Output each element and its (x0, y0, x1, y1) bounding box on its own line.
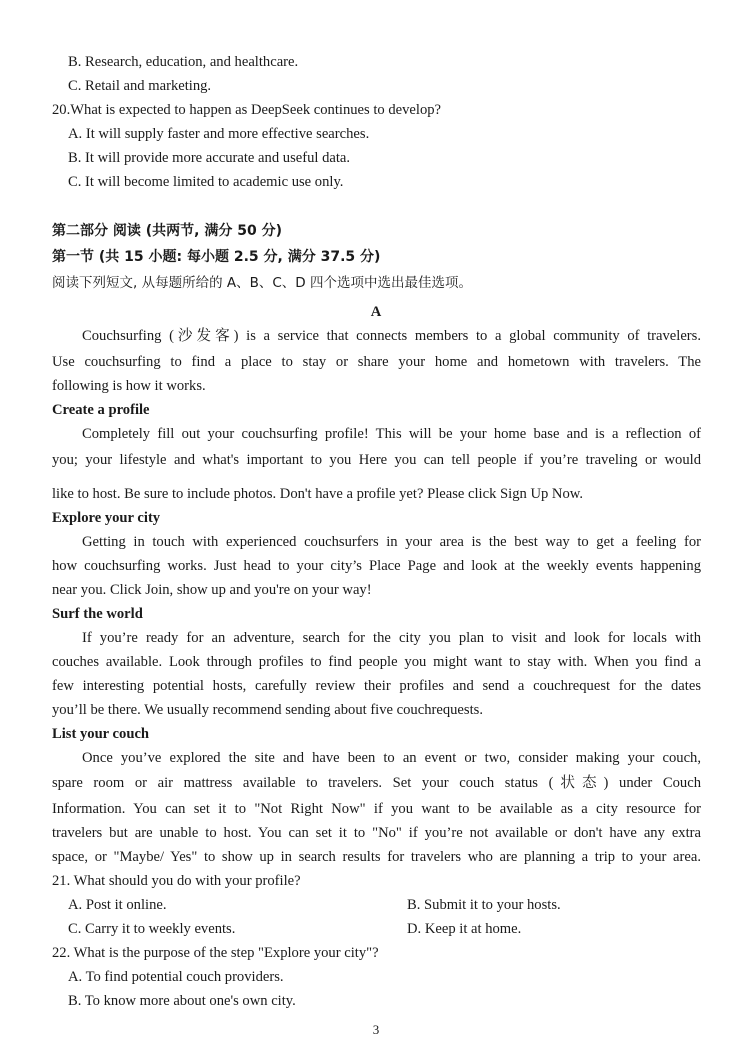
explore-city-line-1: Getting in touch with experienced couchsurfers in your area is the best way to get a feeling for (82, 534, 701, 550)
explore-city-line-2: how couchsurfing works. Just head to your city’s Place Page and look at the weekly events happening (52, 558, 701, 574)
list-couch-line-4: travelers but are unable to host. You can set it to "No" if you’re not available or don't have any extra (52, 825, 701, 841)
option-21b: B. Submit it to your hosts. (407, 897, 561, 913)
create-profile-line-3: like to host. Be sure to include photos. Don't have a profile yet? Please click Sign Up Now. (52, 486, 584, 502)
heading-surf-world: Surf the world (52, 606, 143, 622)
surf-world-line-2: couches available. Look through profiles to find people you might want to stay with. When you find a (52, 654, 701, 670)
list-couch-line-5: space, or "Maybe/ Yes" to show up in search results for travelers who are planning a trip to your area. (52, 849, 701, 865)
option-20a: A. It will supply faster and more effective searches. (68, 126, 370, 142)
heading-explore-city: Explore your city (52, 510, 161, 526)
surf-world-line-3: few interesting potential hosts, carefully review their profiles and send a couchrequest for the dates (52, 678, 701, 694)
heading-create-profile: Create a profile (52, 402, 150, 418)
option-20b: B. It will provide more accurate and useful data. (68, 150, 351, 166)
surf-world-line-4: you’ll be there. We usually recommend sending about five couchrequests. (52, 702, 483, 718)
option-21d: D. Keep it at home. (407, 921, 522, 937)
list-couch-line-3: Information. You can set it to "Not Right Now" if you want to be available as a city resource for (52, 801, 701, 817)
create-profile-line-2: you; your lifestyle and what's important to you Here you can tell people if you’re traveling or would (52, 452, 701, 468)
passage-label: A (370, 304, 382, 320)
create-profile-line-1: Completely fill out your couchsurfing profile! This will be your home base and is a reflection of (82, 426, 701, 442)
question-21: 21. What should you do with your profile? (52, 873, 301, 889)
option-19b: B. Research, education, and healthcare. (68, 54, 299, 70)
question-20: 20.What is expected to happen as DeepSeek continues to develop? (52, 102, 442, 118)
option-22b: B. To know more about one's own city. (68, 993, 296, 1009)
option-20c: C. It will become limited to academic use only. (68, 174, 344, 190)
intro-line-1: Couchsurfing (沙发客) is a service that connects members to a global community of travelers. (82, 328, 701, 344)
option-21a: A. Post it online. (68, 897, 167, 913)
part2-header: 第二部分 阅读 (共两节, 满分 50 分) (52, 223, 282, 239)
page-number: 3 (372, 1022, 380, 1037)
heading-list-couch: List your couch (52, 726, 150, 742)
surf-world-line-1: If you’re ready for an adventure, search for the city you plan to visit and look for locals with (82, 630, 701, 646)
intro-line-2: Use couchsurfing to find a place to stay or share your home and hometown with travelers. The (52, 354, 701, 370)
option-21c: C. Carry it to weekly events. (68, 921, 236, 937)
option-19c: C. Retail and marketing. (68, 78, 212, 94)
intro-line-3: following is how it works. (52, 378, 206, 394)
list-couch-line-1: Once you’ve explored the site and have been to an event or two, consider making your couch, (82, 750, 701, 766)
question-22: 22. What is the purpose of the step "Explore your city"? (52, 945, 379, 961)
option-22a: A. To find potential couch providers. (68, 969, 284, 985)
explore-city-line-3: near you. Click Join, show up and you're on your way! (52, 582, 372, 598)
list-couch-line-2: spare room or air mattress available to travelers. Set your couch status (状态) under Couch (52, 775, 701, 791)
section1-header: 第一节 (共 15 小题: 每小题 2.5 分, 满分 37.5 分) (52, 249, 381, 265)
instruction: 阅读下列短文, 从每题所给的 A、B、C、D 四个选项中选出最佳选项。 (52, 275, 472, 291)
